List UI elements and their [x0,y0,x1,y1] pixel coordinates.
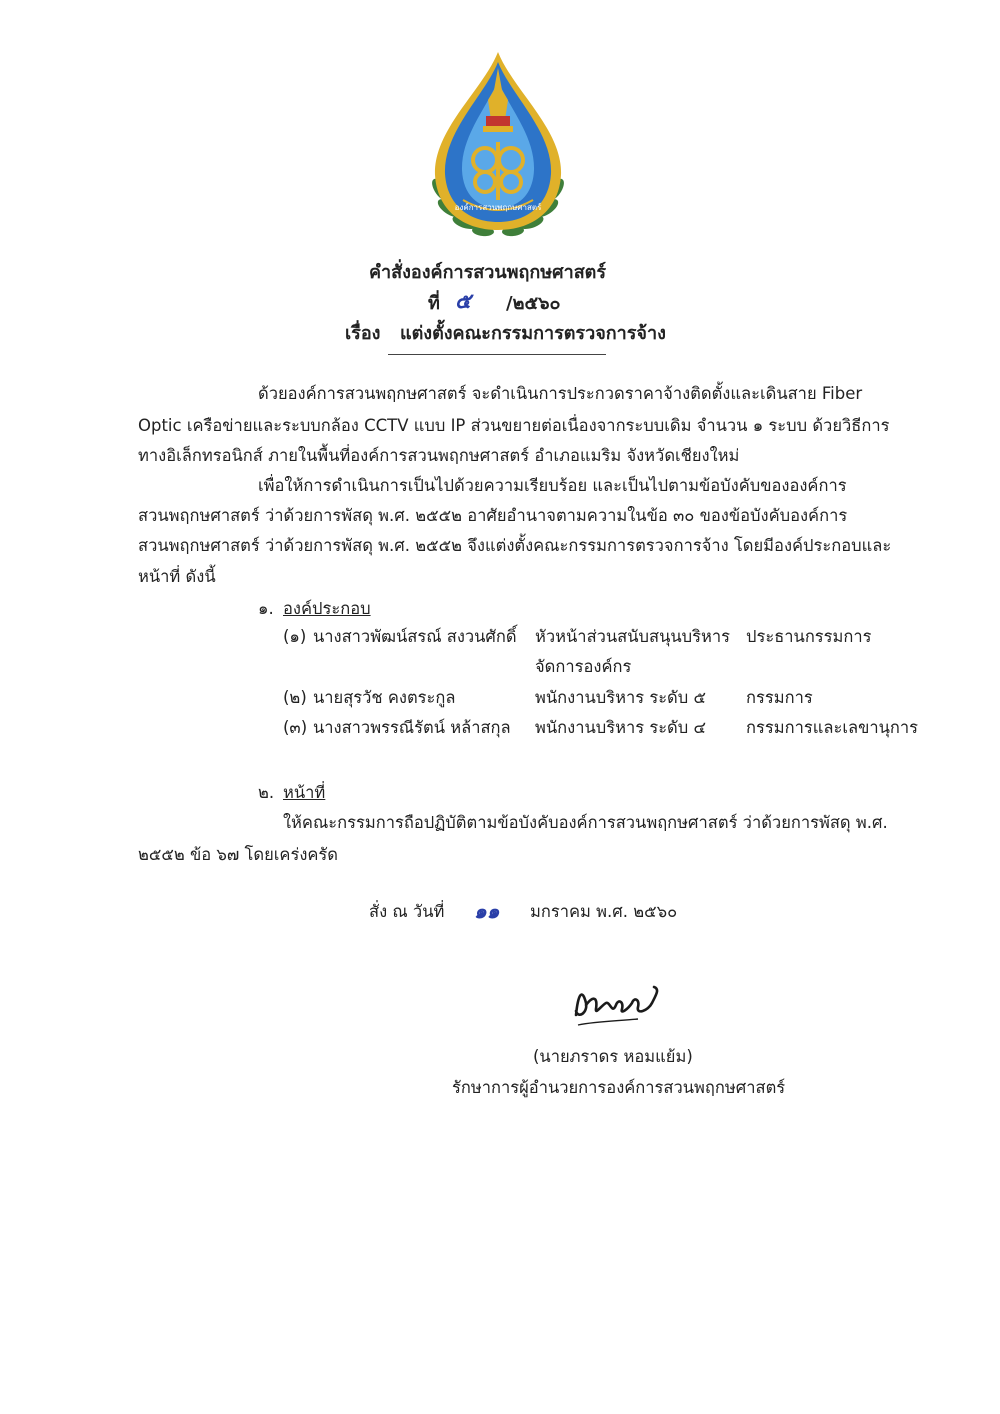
paragraph-1-line-2: Optic เครือข่ายและระบบกล้อง CCTV แบบ IP ส่วนขยายต่อเนื่องจากระบบเดิม จำนวน ๑ ระบบ ด้วยวิธีการ [138,416,890,435]
section-2-number: ๒. [258,783,275,802]
member-3-name: นางสาวพรรณีรัตน์ หล้าสกุล [313,718,511,737]
member-2-name: นายสุรวัช คงตระกูล [313,688,456,707]
header-divider [388,354,606,355]
subject-text: แต่งตั้งคณะกรรมการตรวจการจ้าง [400,323,666,344]
section-2-title: หน้าที่ [283,783,326,802]
member-3-position: พนักงานบริหาร ระดับ ๔ [535,718,706,737]
paragraph-2-line-1: เพื่อให้การดำเนินการเป็นไปด้วยความเรียบร้อย และเป็นไปตามข้อบังคับขององค์การ [258,476,847,495]
member-1-name: นางสาวพัฒน์สรณ์ สงวนศักดิ์ [313,627,517,646]
order-number: ๕ [455,289,471,313]
duty-line-2: ๒๕๕๒ ข้อ ๖๗ โดยเคร่งครัด [138,845,338,864]
date-prefix: สั่ง ณ วันที่ [369,902,445,921]
logo-ring-text: องค์การสวนพฤกษศาสตร์ [454,203,542,212]
member-1-position-line-2: จัดการองค์กร [535,657,632,676]
signer-title: รักษาการผู้อำนวยการองค์การสวนพฤกษศาสตร์ [452,1078,786,1097]
order-number-label: ที่ [428,293,440,314]
date-month-year: มกราคม พ.ศ. ๒๕๖๐ [530,902,678,921]
member-2-role: กรรมการ [746,688,813,707]
member-2-number: (๒) [283,688,307,707]
organization-logo [423,50,573,240]
paragraph-2-line-3: สวนพฤกษศาสตร์ ว่าด้วยการพัสดุ พ.ศ. ๒๕๕๒ จึงแต่งตั้งคณะกรรมการตรวจการจ้าง โดยมีองค์ประกอบและ [138,536,892,555]
section-1-number: ๑. [258,599,274,618]
section-1-title: องค์ประกอบ [283,599,371,618]
signer-name: (นายภราดร หอมแย้ม) [533,1047,693,1066]
member-3-role: กรรมการและเลขานุการ [746,718,919,737]
paragraph-1-line-3: ทางอิเล็กทรอนิกส์ ภายในพื้นที่องค์การสวนพฤกษศาสตร์ อำเภอแมริม จังหวัดเชียงใหม่ [138,446,740,465]
paragraph-2-line-2: สวนพฤกษศาสตร์ ว่าด้วยการพัสดุ พ.ศ. ๒๕๕๒ อาศัยอำนาจตามความในข้อ ๓๐ ของข้อบังคับองค์การ [138,506,848,525]
signature-image [568,975,668,1035]
order-year: /๒๕๖๐ [506,293,561,314]
date-day: ๑๑ [474,899,500,923]
member-1-position: หัวหน้าส่วนสนับสนุนบริหาร [535,627,730,646]
member-1-number: (๑) [283,627,307,646]
paragraph-2-line-4: หน้าที่ ดังนี้ [138,567,216,586]
paragraph-1-line-1: ด้วยองค์การสวนพฤกษศาสตร์ จะดำเนินการประกวดราคาจ้างติดตั้งและเดินสาย Fiber [258,384,863,403]
member-2-position: พนักงานบริหาร ระดับ ๕ [535,688,706,707]
subject-label: เรื่อง [345,323,381,344]
document-title: คำสั่งองค์การสวนพฤกษศาสตร์ [369,262,607,283]
member-3-number: (๓) [283,718,308,737]
member-1-role: ประธานกรรมการ [746,627,872,646]
duty-line-1: ให้คณะกรรมการถือปฏิบัติตามข้อบังคับองค์การสวนพฤกษศาสตร์ ว่าด้วยการพัสดุ พ.ศ. [283,813,888,832]
